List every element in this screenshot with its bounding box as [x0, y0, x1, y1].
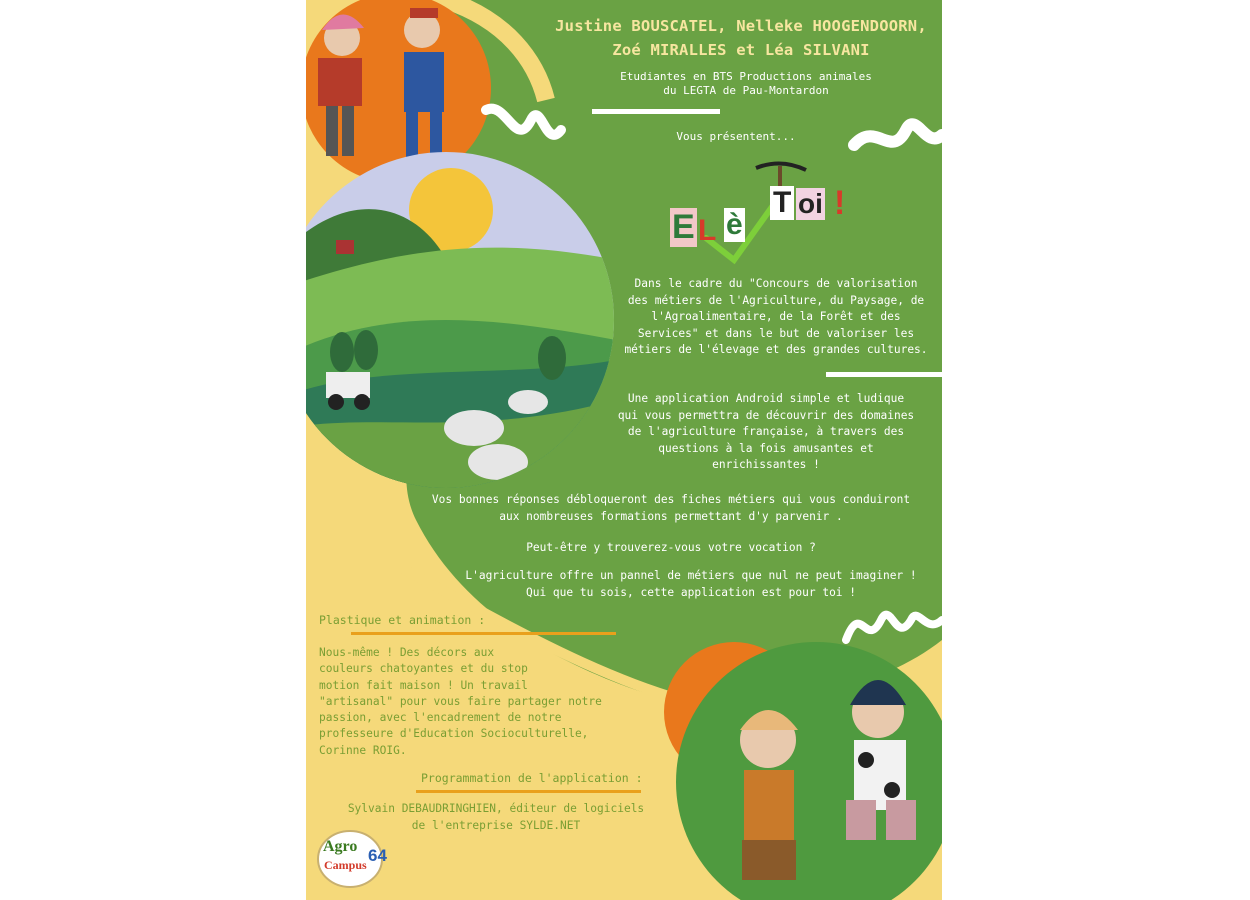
app-logo-letter-e-grave: è: [726, 208, 743, 241]
logo-agro: Agro: [323, 838, 358, 855]
underline-programmation: [416, 790, 641, 793]
authors-line-1: Justine BOUSCATEL, Nelleke HOOGENDOORN,: [555, 17, 927, 35]
paragraph-vocation: Peut-être y trouverez-vous votre vocation ?: [526, 541, 816, 554]
subtitle-line-1: Etudiantes en BTS Productions animales: [620, 70, 872, 83]
paragraph-application: [606, 391, 926, 474]
paragraph-line: métiers de l'élevage et des grandes cultures.: [624, 343, 928, 356]
plastique-line: couleurs chatoyantes et du stop: [319, 662, 528, 676]
paragraph-line: Une application Android simple et ludique: [627, 392, 905, 405]
plastique-line: motion fait maison ! Un travail: [319, 678, 528, 692]
paragraph-line: enrichissantes !: [712, 458, 820, 471]
app-logo-letter-l: L: [698, 214, 717, 247]
paragraph-line: Dans le cadre du "Concours de valorisation: [634, 277, 918, 290]
logo-campus: Campus: [324, 858, 367, 872]
paragraph-line: Vos bonnes réponses débloqueront des fiches métiers qui vous conduiront: [431, 493, 911, 506]
plastique-line: Nous-même ! Des décors aux: [319, 646, 495, 659]
plastique-line: Corinne ROIG.: [319, 743, 407, 757]
app-logo-letter-t: T: [770, 186, 794, 220]
paragraph-line: Qui que tu sois, cette application est pour toi !: [525, 585, 857, 599]
paragraph-concours: [616, 276, 936, 359]
paragraph-line: Services" et dans le but de valoriser les: [637, 326, 915, 340]
presents-text: Vous présentent...: [676, 130, 796, 143]
credit-line: Sylvain DEBAUDRINGHIEN, éditeur de logiciels: [347, 802, 645, 815]
paragraph-reponses: [406, 492, 936, 525]
credit-line: de l'entreprise SYLDE.NET: [411, 818, 581, 832]
plastique-line: passion, avec l'encadrement de notre: [319, 711, 562, 725]
paragraph-line: de l'agriculture française, à travers des: [627, 425, 905, 438]
divider-mid: [826, 372, 942, 377]
subtitle-line-2: du LEGTA de Pau-Montardon: [663, 84, 829, 97]
app-logo-letter-e: E: [672, 208, 695, 246]
logo-number: 64: [368, 846, 387, 865]
agrocampus-logo: [316, 828, 408, 890]
plastique-heading: Plastique et animation :: [319, 613, 486, 627]
subtitle: [596, 70, 896, 98]
paragraph-line: l'Agroalimentaire, de la Forêt et des: [651, 310, 901, 323]
app-logo-letters: [666, 160, 856, 270]
paragraph-line: L'agriculture offre un pannel de métiers que nul ne peut imaginer !: [465, 569, 917, 582]
authors-line-2: Zoé MIRALLES et Léa SILVANI: [612, 41, 870, 59]
plastique-line: "artisanal" pour vous faire partager notre: [319, 694, 602, 708]
paragraph-line: qui vous permettra de découvrir des domaines: [617, 408, 915, 422]
paragraph-pannel: [436, 568, 942, 601]
plastique-line: professeure d'Education Socioculturelle,: [319, 727, 589, 741]
poster: [306, 0, 942, 900]
paragraph-line: des métiers de l'Agriculture, du Paysage, de: [627, 293, 925, 307]
plastique-text: [319, 645, 609, 759]
paragraph-line: questions à la fois amusantes et: [658, 441, 874, 455]
app-logo-exclamation: !: [834, 184, 846, 222]
divider-top: [592, 109, 720, 114]
paragraph-line: aux nombreuses formations permettant d'y parvenir .: [499, 509, 843, 523]
authors: [536, 14, 942, 62]
app-logo-letters-oi: oi: [798, 188, 823, 219]
underline-plastique: [351, 632, 616, 635]
programmation-heading: Programmation de l'application :: [421, 771, 643, 785]
app-logo: [666, 160, 856, 270]
